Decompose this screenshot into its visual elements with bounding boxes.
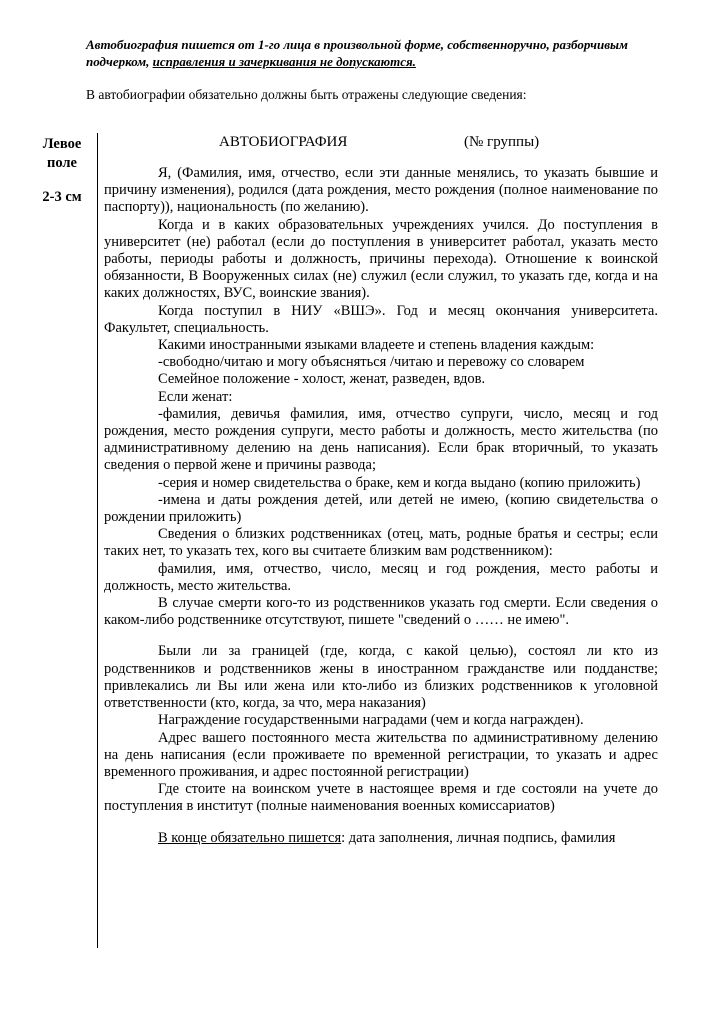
paragraph-marriage-certificate: -серия и номер свидетельства о браке, кем и когда выдано (копию приложить) bbox=[158, 474, 641, 491]
paragraph-personal: Я, (Фамилия, имя, отчество, если эти данные менялись, то указать бывшие и причину изменения), родился (дата рождения, место рождения (полное наименование по паспорту)), национальность (по желанию). bbox=[104, 165, 658, 216]
paragraph-closing bbox=[104, 830, 658, 847]
paragraph-children: -имена и даты рождения детей, или детей не имею, (копию свидетельства о рождении приложить) bbox=[104, 491, 658, 526]
paragraph-relatives: Сведения о близких родственниках (отец, мать, родные братья и сестры; если таких нет, то указать тех, кого вы считаете близким вам родственником): bbox=[104, 526, 658, 560]
left-margin-label: Левое поле bbox=[42, 136, 82, 171]
paragraph-marital-status: Семейное положение - холост, женат, разведен, вдов. bbox=[158, 371, 486, 388]
margin-line bbox=[97, 133, 98, 948]
paragraph-deceased-relatives: В случае смерти кого-то из родственников указать год смерти. Если сведения о каком-либо родственнике отсутствуют, пишете "сведений о …… не имею". bbox=[104, 595, 658, 629]
paragraph-language-level: -свободно/читаю и могу объясняться /читаю и перевожу со словарем bbox=[158, 354, 585, 371]
paragraph-university: Когда поступил в НИУ «ВШЭ». Год и месяц окончания университета. Факультет, специальность. bbox=[104, 302, 658, 336]
document-body bbox=[104, 165, 658, 847]
group-number: (№ группы) bbox=[464, 134, 540, 150]
paragraph-awards: Награждение государственными наградами (чем и когда награжден). bbox=[158, 712, 584, 729]
instruction-note-main: Автобиография пишется от 1-го лица в произвольной форме, собственноручно, разборчивым подчерком, bbox=[86, 37, 628, 69]
paragraph-address: Адрес вашего постоянного места жительства по административному делению на день написания (если проживаете по временной регистрации, то указать и адрес временного проживания, и адрес постоянной регистрации) bbox=[104, 729, 658, 780]
paragraph-education: Когда и в каких образовательных учреждениях учился. До поступления в университет (не) работал (если до поступления в университет работал, указать место работы, периоды работы и должность, причины перехода). Отношение к воинской обязанности, В Вооруженных силах (не) служил (если служил, то указать где, когда и на каких должностях, ВУС, воинские звания). bbox=[104, 216, 658, 302]
paragraph-spouse: -фамилия, девичья фамилия, имя, отчество супруги, число, месяц и год рождения, место рождения супруги, место работы и должность, место жительства (по административному делению на день написания). Если брак вторичный, то указать сведения о первой жене и причины развода; bbox=[104, 405, 658, 474]
paragraph-relative-details: фамилия, имя, отчество, число, месяц и год рождения, место работы и должность, место жительства. bbox=[104, 560, 658, 594]
closing-text: : дата заполнения, личная подпись, фамилия bbox=[341, 829, 616, 846]
intro-text: В автобиографии обязательно должны быть отражены следующие сведения: bbox=[86, 87, 527, 102]
paragraph-if-married: Если женат: bbox=[158, 388, 233, 405]
paragraph-abroad: Были ли за границей (где, когда, с какой целью), состоял ли кто из родственников и родственников жены в иностранном гражданстве или подданстве; привлекались ли Вы или жена или кто-либо из близких родственников к уголовной ответственности (кто, когда, за что, мера наказания) bbox=[104, 643, 658, 712]
instruction-note-underlined: исправления и зачеркивания не допускаются. bbox=[152, 54, 416, 69]
document-title: АВТОБИОГРАФИЯ bbox=[219, 134, 348, 150]
instruction-note bbox=[86, 36, 646, 70]
closing-underlined: В конце обязательно пишется bbox=[158, 829, 342, 846]
paragraph-military-registration: Где стоите на воинском учете в настоящее время и где состояли на учете до поступления в институт (полные наименования военных комиссариатов) bbox=[104, 781, 658, 815]
paragraph-languages: Какими иностранными языками владеете и степень владения каждым: bbox=[158, 337, 595, 354]
left-margin-size: 2-3 см bbox=[42, 189, 82, 205]
